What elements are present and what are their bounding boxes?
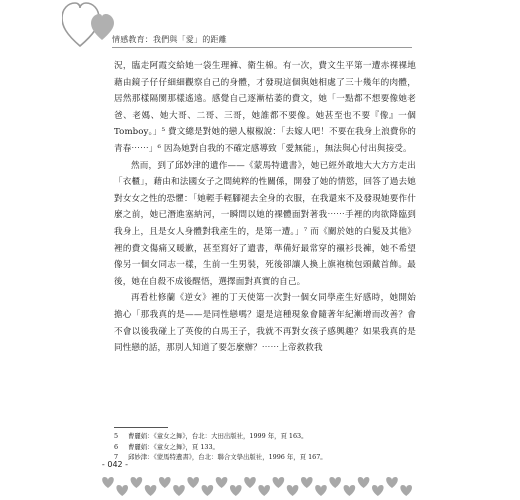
footnote-number: 5 bbox=[114, 432, 119, 440]
heart-icon bbox=[202, 485, 214, 496]
heart-icon bbox=[372, 485, 384, 496]
footnote-divider bbox=[114, 427, 168, 428]
heart-icon bbox=[102, 477, 114, 488]
heart-icon bbox=[145, 485, 157, 496]
body-text bbox=[114, 58, 416, 357]
heart-icon bbox=[400, 485, 412, 496]
paragraph: 況，臨走阿霞交給她一袋生理褲、衛生棉。有一次，費文生平第一遭赤裸裸地藉由鏡子仔仔細細觀察自己的身體，才發現這個與她相處了三十幾年的肉體，居然那樣隔閡那樣遙遠。感覺自己逐漸枯萎的費文，她「一點都不想要像她老爸、老媽、她大哥、二哥、三哥，她誰都不要像。她甚至也不要『像』一個 Tomboy。」⁵ 費文總是對她的戀人椒椒說：「去嫁人吧！不要在我身上浪費你的青春⋯⋯」⁶ 因為她對自我的不確定感導致「愛無能」，無法與心付出與接受。 bbox=[114, 61, 416, 154]
heart-icon bbox=[344, 485, 356, 496]
footnote bbox=[114, 442, 416, 453]
heart-icon bbox=[173, 485, 185, 496]
heart-icon bbox=[315, 485, 327, 496]
footnote-number: 7 bbox=[114, 453, 119, 461]
heart-icon bbox=[230, 485, 242, 496]
heart-icon bbox=[187, 477, 199, 488]
section-label: 情感教育：我們與「愛」的距離 bbox=[112, 35, 227, 44]
heart-icon bbox=[358, 477, 370, 488]
footnote-text: 曹麗娟：《童女之舞》，頁 133。 bbox=[128, 442, 219, 451]
page-header bbox=[0, 0, 520, 62]
heart-icon bbox=[287, 485, 299, 496]
footnote-text: 曹麗娟：《童女之舞》，台北：大田出版社，1999 年，頁 163。 bbox=[128, 432, 308, 440]
heart-icon bbox=[273, 477, 285, 488]
heart-icon bbox=[91, 14, 114, 40]
heart-icon bbox=[116, 485, 128, 496]
heart-icon bbox=[301, 477, 313, 488]
heart-icon bbox=[159, 477, 171, 488]
paragraph: 再看杜修蘭《逆女》裡的丁天使第一次對一個女同學產生好感時，她開始擔心「那我真的是——是同性戀嗎？還是這種現象會隨著年紀漸增而改善？會不會以後我碰上了英俊的白馬王子，我就不再對女孩子感興趣？如果我真的是同性戀的話，那別人知道了要怎麼辦？⋯⋯上帝救救我 bbox=[114, 293, 416, 354]
header-divider bbox=[112, 47, 412, 48]
heart-icon bbox=[386, 477, 398, 488]
heart-icon bbox=[258, 485, 270, 496]
paragraph: 然而，到了邱妙津的遺作——《蒙馬特遺書》，她已經外敢地大大方方走出「衣櫃」，藉由和法國女子之間純粹的性關係，開發了她的情慾，回答了過去她對女女之性的恐懼：「她輕手輕腳褪去全身的衣服，在我還來不及發現她要作什麼之前，她已潛進塞納河，一瞬間以她的裸體面對著我⋯⋯手裡的肉欲降臨到我身上，且是女人身體對我產生的，是第一遭。」⁷ 而《關於她的白髮及其他》裡的費文傷痛又暖歉，甚至寫好了遺書，準備好最常穿的襯衫長褲，她不希望像另一個女同志一樣，生前一生男裝，死後卻讓人換上旗袍梳包頭戴首飾。最後，她在自殺不成後醒悟，選擇面對真實的自己。 bbox=[114, 160, 416, 287]
heart-icon bbox=[329, 477, 341, 488]
page-number: - 042 - bbox=[101, 460, 129, 469]
footnote bbox=[114, 431, 416, 442]
footnote-text: 邱妙津：《蒙馬特遺書》，台北：聯合文學出版社，1996 年，頁 167。 bbox=[128, 453, 327, 461]
heart-icon bbox=[216, 477, 228, 488]
footnotes bbox=[114, 431, 416, 463]
footer-hearts-decoration bbox=[100, 472, 420, 500]
heart-icon bbox=[244, 477, 256, 488]
footnote-number: 6 bbox=[114, 442, 119, 451]
heart-icon bbox=[131, 477, 143, 488]
